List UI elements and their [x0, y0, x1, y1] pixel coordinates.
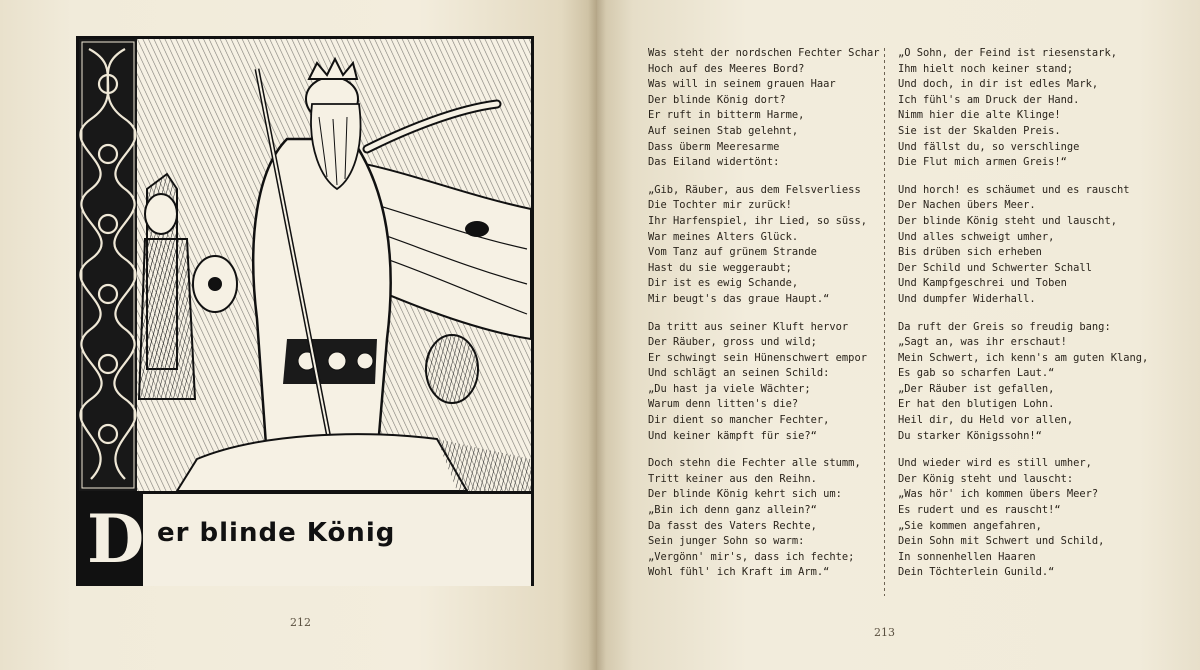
right-page-number: 213 [874, 626, 895, 639]
stanza [648, 46, 878, 171]
poem-line: Da tritt aus seiner Kluft hervor [648, 320, 849, 333]
poem-line: War meines Alters Glück. [648, 230, 799, 243]
poem-line: Und keiner kämpft für sie?“ [648, 429, 817, 442]
poem-line: Er ruft in bitterm Harme, [648, 109, 805, 122]
poem-line: Es gab so scharfen Laut.“ [898, 367, 1055, 380]
left-page-number: 212 [290, 616, 311, 629]
poem-line: „Vergönn' mir's, dass ich fechte; [648, 550, 855, 563]
poem-line: Der blinde König kehrt sich um: [648, 488, 842, 501]
poem-line: Auf seinen Stab gelehnt, [648, 124, 799, 137]
illustration-frame [76, 36, 534, 586]
column-divider [884, 48, 885, 596]
poem-line: „Bin ich denn ganz allein?“ [648, 504, 817, 517]
illustration-blind-king [137, 39, 531, 491]
poem-line: „Der Räuber ist gefallen, [898, 382, 1055, 395]
stanza [898, 456, 1128, 581]
poem-title: er blinde König [157, 518, 396, 548]
celtic-knot-ornament [79, 39, 137, 491]
poem-line: Der Räuber, gross und wild; [648, 336, 817, 349]
poem-line: Die Flut mich armen Greis!“ [898, 156, 1067, 169]
poem-line: Da fasst des Vaters Rechte, [648, 519, 817, 532]
poem-line: Tritt keiner aus den Reihn. [648, 472, 817, 485]
poem-line: „O Sohn, der Feind ist riesenstark, [898, 47, 1117, 59]
poem-line: Vom Tanz auf grünem Strande [648, 246, 817, 259]
poem-line: Ich fühl's am Druck der Hand. [898, 93, 1080, 106]
poem-line: „Sagt an, was ihr erschaut! [898, 336, 1067, 349]
poem-line: Sie ist der Skalden Preis. [898, 124, 1061, 137]
poem-line: Nimm hier die alte Klinge! [898, 109, 1061, 122]
poem-line: Doch stehn die Fechter alle stumm, [648, 457, 861, 470]
poem-line: Der König steht und lauscht: [898, 472, 1074, 485]
poem-line: Er hat den blutigen Lohn. [898, 398, 1055, 411]
poem-line: Dir ist es ewig Schande, [648, 277, 799, 290]
poem-line: Was will in seinem grauen Haar [648, 78, 836, 91]
stanza [648, 320, 878, 445]
poem-line: Du starker Königssohn!“ [898, 429, 1042, 442]
poem-line: Das Eiland widertönt: [648, 156, 780, 169]
poem-column-right [898, 46, 1149, 593]
poem-line: Ihm hielt noch keiner stand; [898, 62, 1074, 75]
stanza [648, 456, 878, 581]
poem-line: Und alles schweigt umher, [898, 230, 1055, 243]
poem-line: Es rudert und es rauscht!“ [898, 504, 1061, 517]
poem-line: Der Nachen übers Meer. [898, 199, 1036, 212]
stanza [898, 320, 1149, 445]
poem-line: Und horch! es schäumet und es rauscht [898, 183, 1130, 196]
poem-line: Ihr Harfenspiel, ihr Lied, so süss, [648, 214, 867, 227]
initial-letter: D [87, 500, 145, 578]
illustration-title-band [79, 491, 531, 586]
poem-line: Mein Schwert, ich kenn's am guten Klang, [898, 351, 1149, 364]
poem-line: Der Schild und Schwerter Schall [898, 261, 1092, 274]
ornament-border [79, 39, 137, 491]
poem-line: Er schwingt sein Hünenschwert empor [648, 351, 867, 364]
poem-line: Dir dient so mancher Fechter, [648, 414, 830, 427]
poem-line: „Du hast ja viele Wächter; [648, 382, 811, 395]
poem-line: Heil dir, du Held vor allen, [898, 414, 1074, 427]
poem-line: Was steht der nordschen Fechter Schar [648, 47, 880, 59]
poem-line: In sonnenhellen Haaren [898, 550, 1036, 563]
poem-line: Dein Töchterlein Gunild.“ [898, 566, 1055, 579]
poem-line: Und fällst du, so verschlinge [898, 140, 1080, 153]
poem-line: Die Tochter mir zurück! [648, 199, 792, 212]
poem-line: Und doch, in dir ist edles Mark, [898, 78, 1099, 91]
stanza [898, 46, 1128, 171]
poem-column-left [648, 46, 878, 593]
woodcut-scene [137, 39, 531, 491]
poem-line: Und Kampfgeschrei und Toben [898, 277, 1067, 290]
poem-line: Dein Sohn mit Schwert und Schild, [898, 535, 1105, 548]
poem-line: Bis drüben sich erheben [898, 246, 1042, 259]
book-gutter [588, 0, 606, 670]
poem-line: Sein junger Sohn so warm: [648, 535, 805, 548]
poem-line: „Gib, Räuber, aus dem Felsverliess [648, 183, 861, 196]
stanza [898, 183, 1128, 308]
poem-line: „Sie kommen angefahren, [898, 519, 1042, 532]
poem-line: Mir beugt's das graue Haupt.“ [648, 292, 830, 305]
poem-line: Dass überm Meeresarme [648, 140, 780, 153]
poem-line: Hoch auf des Meeres Bord? [648, 62, 805, 75]
stanza [648, 183, 878, 308]
poem-line: Hast du sie weggeraubt; [648, 261, 792, 274]
poem-line: Und wieder wird es still umher, [898, 457, 1092, 470]
poem-line: Der blinde König dort? [648, 93, 786, 106]
poem-line: Der blinde König steht und lauscht, [898, 214, 1117, 227]
poem-line: Und dumpfer Widerhall. [898, 292, 1036, 305]
decorated-initial [79, 494, 143, 586]
poem-line: Und schlägt an seinen Schild: [648, 367, 830, 380]
poem-line: „Was hör' ich kommen übers Meer? [898, 488, 1099, 501]
poem-line: Da ruft der Greis so freudig bang: [898, 320, 1111, 333]
poem-line: Wohl fühl' ich Kraft im Arm.“ [648, 566, 830, 579]
poem-line: Warum denn litten's die? [648, 398, 799, 411]
